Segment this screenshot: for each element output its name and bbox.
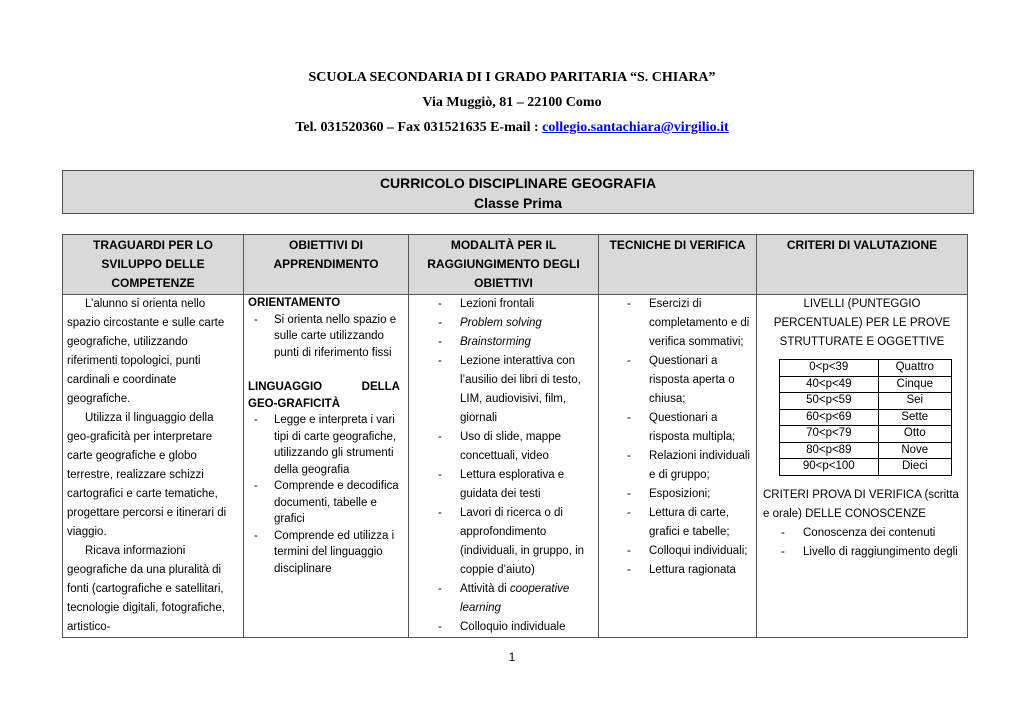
list-item: - Brainstorming [413,333,594,352]
document-title: CURRICOLO DISCIPLINARE GEOGRAFIA [379,175,657,191]
list-item: - Uso di slide, mappe concettuali, video [413,428,594,466]
list-item: - Questionari a risposta aperta o chiusa; [603,352,752,409]
list-item: - Lettura esplorativa e guidata dei testi [413,466,594,504]
column-header-tecniche: TECNICHE DI VERIFICA [599,235,757,295]
traguardo-paragraph: L’alunno si orienta nello spazio circostante e sulle carte geografiche, utilizzando riferimenti topologici, punti cardinali e coordinate geografiche. [67,298,225,405]
document-subtitle: Classe Prima [474,195,562,211]
list-item: - Lezioni frontali [413,295,594,314]
obiettivi-list [248,312,404,362]
list-item: - Conoscenza dei contenuti [761,524,963,543]
list-item: - Questionari a risposta multipla; [603,409,752,447]
school-name: SCUOLA SECONDARIA DI I GRADO PARITARIA “S. CHIARA” [308,70,716,85]
table-row: 0<p<39 Quattro [780,360,952,377]
column-header-modalita: MODALITÀ PER IL RAGGIUNGIMENTO DEGLI OBIETTIVI [409,235,599,295]
school-contacts [0,120,1024,136]
traguardo-paragraph: Ricava informazioni geografiche da una pluralità di fonti (cartografiche e satellitari, tecnologie digitali, fotografiche, artistico- [67,545,225,633]
list-item: - Si orienta nello spazio e sulle carte utilizzando punti di riferimento fissi [248,312,404,362]
table-row: 70<p<79 Otto [780,426,952,443]
table-row: 50<p<59 Sei [780,393,952,410]
column-header-criteri: CRITERI DI VALUTAZIONE [757,235,968,295]
traguardo-paragraph: Utilizza il linguaggio della geo-graficità per interpretare carte geografiche e globo terrestre, realizzare schizzi cartografici e carte tematiche, progettare percorsi e itinerari di viaggio. [67,412,227,538]
list-item: - Legge e interpreta i vari tipi di carte geografiche, utilizzando gli strumenti della geografia [248,412,404,478]
page-number: 1 [508,650,516,664]
table-header-row [63,235,968,295]
modalita-list [413,295,594,637]
obiettivi-list [248,412,404,577]
criteri-cell [757,295,968,638]
list-item: - Lettura ragionata [603,561,752,580]
contacts-text: Tel. 031520360 – Fax 031521635 E-mail : [295,120,539,135]
tecniche-list [603,295,752,580]
column-header-obiettivi: OBIETTIVI DI APPRENDIMENTO [244,235,409,295]
list-item: - Attività di cooperative learning [413,580,594,618]
list-item: - Esposizioni; [603,485,752,504]
table-row: 80<p<89 Nove [780,442,952,459]
list-item: - Comprende ed utilizza i termini del linguaggio disciplinare [248,528,404,578]
list-item: - Colloquio individuale [413,618,594,637]
tecniche-cell [599,295,757,638]
email-link[interactable]: collegio.santachiara@virgilio.it [542,120,729,135]
list-item: - Relazioni individuali e di gruppo; [603,447,752,485]
list-item: - Lettura di carte, grafici e tabelle; [603,504,752,542]
document-title-box [62,170,974,214]
table-row: 90<p<100 Dieci [780,459,952,476]
list-item: - Comprende e decodifica documenti, tabelle e grafici [248,478,404,528]
curriculum-table [62,234,968,638]
grades-table [779,359,952,476]
list-item: - Esercizi di completamento e di verifica sommativi; [603,295,752,352]
table-row [63,295,968,638]
traguardi-cell [63,295,244,638]
list-item: - Problem solving [413,314,594,333]
levels-title: LIVELLI (PUNTEGGIO PERCENTUALE) PER LE PROVE STRUTTURATE E OGGETTIVE [773,298,951,348]
list-item: - Livello di raggiungimento degli [761,543,963,562]
section-label-linguaggio: LINGUAGGIO DELLA [248,381,400,393]
table-row: 60<p<69 Sette [780,409,952,426]
list-item: - Colloqui individuali; [603,542,752,561]
modalita-cell [409,295,599,638]
school-address: Via Muggiò, 81 – 22100 Como [422,95,602,110]
criteria-title: CRITERI PROVA DI VERIFICA (scritta e orale) DELLE CONOSCENZE [763,488,959,520]
obiettivi-cell [244,295,409,638]
section-label-geograficita: GEO-GRAFICITÀ [248,397,340,410]
list-item: - Lezione interattiva con l’ausilio dei libri di testo, LIM, audiovisivi, film, giornali [413,352,594,428]
criteria-list [761,524,963,562]
section-label-orientamento: ORIENTAMENTO [248,297,341,309]
list-item: - Lavori di ricerca o di approfondimento (individuali, in gruppo, in coppie d’aiuto) [413,504,594,580]
column-header-traguardi: TRAGUARDI PER LO SVILUPPO DELLE COMPETENZE [63,235,244,295]
table-row: 40<p<49 Cinque [780,376,952,393]
